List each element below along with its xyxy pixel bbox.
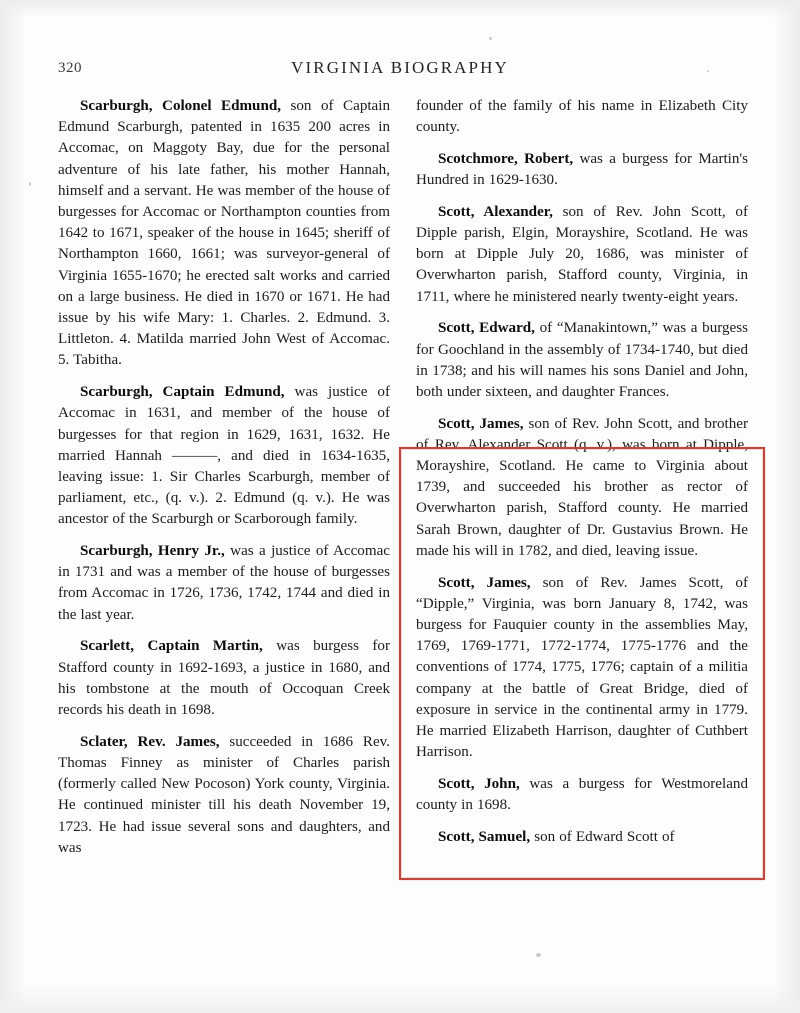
biography-entry-highlighted	[416, 573, 748, 764]
biography-entry	[416, 149, 748, 191]
entry-headword: Scott, James,	[438, 574, 531, 591]
scan-edge-shading-bottom	[0, 983, 800, 1013]
continued-paragraph: founder of the family of his name in Elizabeth City county.	[416, 98, 748, 136]
scan-speckle	[29, 182, 31, 186]
scan-edge-shading-left	[0, 0, 26, 1013]
left-text-column	[58, 96, 390, 966]
page-number: 320	[58, 60, 82, 76]
entry-headword: Scott, Edward,	[438, 320, 535, 337]
entry-headword: Scott, Alexander,	[438, 203, 553, 220]
biography-entry	[58, 382, 390, 530]
biography-entry	[416, 774, 748, 816]
entry-body: son of Edward Scott of	[530, 828, 675, 845]
biography-entry	[58, 636, 390, 721]
biography-entry	[58, 96, 390, 372]
entry-body: son of Captain Edmund Scarburgh, patented in 1635 200 acres in Accomac, on Maggoty Bay, due for the personal adventure of his late father, his mother Hannah, himself and a servant. He was member of the house of burgesses for Accomac or Northampton counties from 1642 to 1671, speaker of the house in 1645; sheriff of Northampton 1660, 1661; was surveyor-general of Virginia 1655-1670; he erected salt works and carried on a large business. He died in 1670 or 1671. He had issue by his wife Mary: 1. Charles. 2. Edmund. 3. Littleton. 4. Matilda married John West of Accomac. 5. Tabitha.	[58, 98, 390, 369]
entry-headword: Scott, James,	[438, 415, 524, 432]
running-head-title: VIRGINIA BIOGRAPHY	[291, 58, 509, 77]
entry-headword: Scott, Samuel,	[438, 828, 531, 845]
text-columns	[58, 96, 748, 966]
biography-entry	[416, 827, 748, 848]
scan-edge-shading-top	[0, 0, 800, 18]
biography-entry	[58, 541, 390, 626]
entry-body: son of Rev. James Scott, of “Dipple,” Virginia, was born January 8, 1742, was burgess for Fauquier county in the assemblies May, 1769, 1769-1771, 1772-1774, 1775-1776 and the conventions of 1774, 1775, 1776; captain of a militia company at the battle of Great Bridge, died of exposure in service in the continental army in 1779. He married Elizabeth Harrison, daughter of Cuthbert Harrison.	[416, 574, 748, 761]
entry-headword: Scarlett, Captain Martin,	[80, 638, 263, 655]
entry-body: was a burgess for Westmoreland county in 1698.	[416, 775, 748, 814]
entry-headword: Scott, John,	[438, 775, 520, 792]
entry-body: was a burgess for Martin's Hundred in 1629-1630.	[416, 150, 748, 189]
entry-headword: Scarburgh, Colonel Edmund,	[80, 98, 282, 114]
entry-body: was justice of Accomac in 1631, and member of the house of burgesses for that region in 1629, 1631, 1632. He married Hannah ———, and died in 1634-1635, leaving issue: 1. Sir Charles Scarburgh, member of parliament, etc., (q. v.). 2. Edmund (q. v.). He was ancestor of the Scarburgh or Scarborough family.	[58, 384, 390, 528]
biography-entry	[58, 732, 390, 859]
entry-body: succeeded in 1686 Rev. Thomas Finney as minister of Charles parish (formerly called New Pocoson) York county, Virginia. He continued minister till his death November 19, 1723. He had issue several sons and daughters, and was	[58, 733, 390, 856]
entry-headword: Scarburgh, Henry Jr.,	[80, 543, 225, 560]
right-text-column	[416, 96, 748, 966]
entry-body: son of Rev. John Scott, of Dipple parish, Elgin, Morayshire, Scotland. He was born at Dipple July 20, 1686, was minister of Overwharton parish, Stafford county, Virginia, in 1711, where he ministered nearly twenty-eight years.	[416, 203, 749, 305]
biography-entry	[416, 202, 748, 308]
entry-body: was burgess for Stafford county in 1692-1693, a justice in 1680, and his tombstone at the mouth of Occoquan Creek records his death in 1698.	[58, 638, 390, 718]
biography-entry-highlighted	[416, 414, 748, 562]
scan-speckle	[489, 37, 492, 40]
entry-headword: Scarburgh, Captain Edmund,	[80, 384, 285, 401]
entry-headword: Scotchmore, Robert,	[438, 150, 574, 167]
page-header	[58, 58, 742, 82]
entry-headword: Sclater, Rev. James,	[80, 733, 220, 750]
biography-entry	[416, 318, 748, 403]
entry-body: son of Rev. John Scott, and brother of Rev. Alexander Scott (q. v.), was born at Dipple, Morayshire, Scotland. He came to Virginia about 1739, and succeeded his brother as rector of Overwharton parish, Stafford county. He married Sarah Brown, daughter of Dr. Gustavius Brown. He made his will in 1782, and died, leaving issue.	[416, 415, 749, 559]
scan-edge-shading-right	[774, 0, 800, 1013]
entry-body: of “Manakintown,” was a burgess for Goochland in the assembly of 1734-1740, but died in 1738; and his will names his sons Daniel and John, both under sixteen, and daughter Frances.	[416, 320, 748, 400]
entry-body: was a justice of Accomac in 1731 and was a member of the house of burgesses from Accomac in 1726, 1736, 1742, 1744 and died in the last year.	[58, 543, 390, 623]
